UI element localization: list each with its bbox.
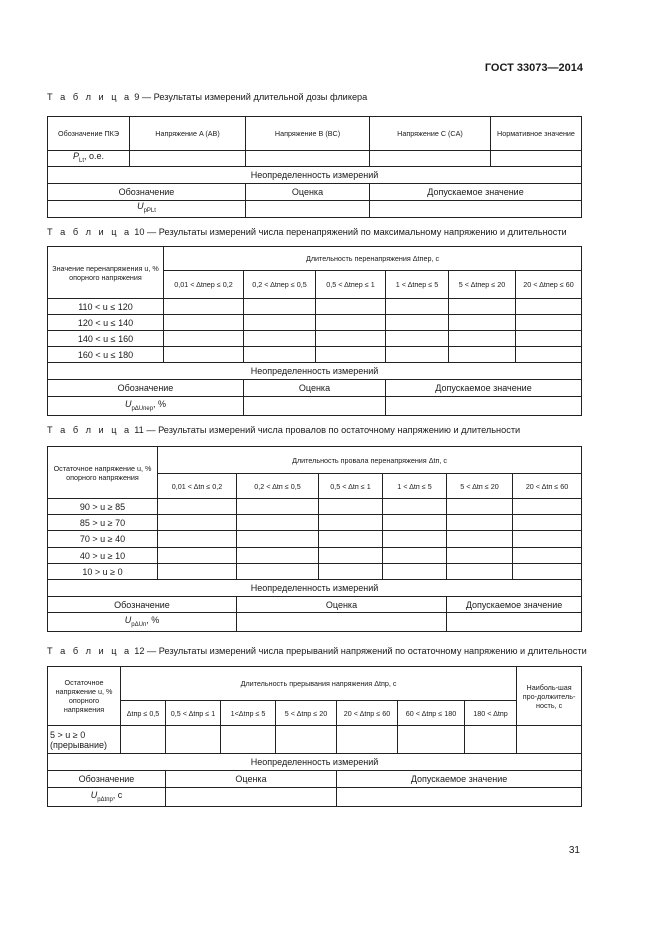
t11-row: 85 > u ≥ 70 (48, 515, 158, 531)
t11-row: 10 > u ≥ 0 (48, 564, 158, 580)
table10-caption: Т а б л и ц а 10 — Результаты измерений числа перенапряжений по максимальному напряжению и длительности (47, 227, 567, 237)
t11-group-head: Длительность провала перенапряжения Δtп, с (158, 447, 582, 474)
t12-longest-head: Наиболь-шая про-должитель-ность, с (517, 667, 582, 726)
t12-row-head: Остаточное напряжение u, % опорного напряжения (48, 667, 121, 726)
t9-row-plt: $P_{Lt}$, о.е. (48, 151, 130, 167)
t10-row-head: Значение перенапряжения u, % опорного напряжения (48, 247, 164, 299)
t10-row: 140 < u ≤ 160 (48, 331, 164, 347)
t12-sub-col: 60 < Δtпр ≤ 180 (398, 701, 465, 726)
t10-foot-allowed: Допускаемое значение (386, 380, 582, 397)
t9-col-voltage-b: Напряжение B (BC) (246, 117, 370, 151)
t10-sub-col: 20 < Δtпер ≤ 60 (516, 271, 582, 299)
page-number: 31 (568, 845, 580, 856)
t9-foot-estimate: Оценка (246, 183, 370, 200)
t9-col-voltage-c: Напряжение C (CA) (370, 117, 491, 151)
t11-row: 70 > u ≥ 40 (48, 531, 158, 548)
t12-sub-col: Δtпр ≤ 0,5 (121, 701, 166, 726)
t10-sub-col: 1 < Δtпер ≤ 5 (386, 271, 449, 299)
t11-sub-col: 0,01 < Δtп ≤ 0,2 (158, 474, 237, 499)
table12-caption: Т а б л и ц а 12 — Результаты измерений числа прерываний напряжений по остаточному напряжению и длительности (47, 646, 587, 656)
t11-sub-col: 0,5 < Δtп ≤ 1 (319, 474, 383, 499)
t11-sub-col: 5 < Δtп ≤ 20 (447, 474, 513, 499)
t11-uncertainty: Неопределенность измерений (48, 580, 582, 597)
t10-sub-col: 0,2 < Δtпер ≤ 0,5 (244, 271, 316, 299)
t11-foot-designation: Обозначение (48, 597, 237, 613)
t10-uncertainty: Неопределенность измерений (48, 363, 582, 380)
t10-sub-col: 0,5 < Δtпер ≤ 1 (316, 271, 386, 299)
t10-row: 160 < u ≤ 180 (48, 347, 164, 363)
t10-sub-col: 0,01 < Δtпер ≤ 0,2 (164, 271, 244, 299)
t12-sub-col: 180 < Δtпр (465, 701, 517, 726)
table11-caption: Т а б л и ц а 11 — Результаты измерений числа провалов по остаточному напряжению и длительности (47, 425, 521, 435)
t11-foot-allowed: Допускаемое значение (447, 597, 582, 613)
t11-sub-col: 0,2 < Δtп ≤ 0,5 (237, 474, 319, 499)
t12-foot-allowed: Допускаемое значение (337, 771, 582, 788)
t11-foot-symbol: $U_{p\Delta Uп}$, % (48, 613, 237, 632)
t10-foot-estimate: Оценка (244, 380, 386, 397)
t11-row: 40 > u ≥ 10 (48, 548, 158, 564)
t12-sub-col: 1<Δtпр ≤ 5 (221, 701, 276, 726)
t10-row: 110 < u ≤ 120 (48, 299, 164, 315)
t11-sub-col: 20 < Δtп ≤ 60 (513, 474, 582, 499)
table-12 (47, 666, 582, 807)
t11-sub-col: 1 < Δtп ≤ 5 (383, 474, 447, 499)
t9-foot-allowed: Допускаемое значение (370, 183, 582, 200)
t12-foot-estimate: Оценка (166, 771, 337, 788)
t10-foot-symbol: $U_{p\Delta Uпер}$, % (48, 397, 244, 416)
table-9 (47, 116, 582, 218)
t9-foot-designation: Обозначение (48, 183, 246, 200)
t12-group-head: Длительность прерывания напряжения Δtпр, с (121, 667, 517, 701)
t9-foot-symbol: $U_{pPLt}$ (48, 200, 246, 217)
standard-number: ГОСТ 33073—2014 (484, 62, 583, 74)
t12-sub-col: 20 < Δtпр ≤ 60 (337, 701, 398, 726)
t12-sub-col: 5 < Δtпр ≤ 20 (276, 701, 337, 726)
table9-caption: Т а б л и ц а 9 — Результаты измерений длительной дозы фликера (47, 92, 368, 102)
t12-uncertainty: Неопределенность измерений (48, 754, 582, 771)
t10-row: 120 < u ≤ 140 (48, 315, 164, 331)
t11-foot-estimate: Оценка (237, 597, 447, 613)
t10-group-head: Длительность перенапряжения Δtпер, с (164, 247, 582, 271)
table-11 (47, 446, 582, 632)
t11-row: 90 > u ≥ 85 (48, 499, 158, 515)
t9-col-normative: Нормативное значение (491, 117, 582, 151)
t12-sub-col: 0,5 < Δtпр ≤ 1 (166, 701, 221, 726)
t12-foot-symbol: $U_{p\Delta tпр}$, с (48, 788, 166, 807)
table-10 (47, 246, 582, 416)
t9-col-designation: Обозначение ПКЭ (48, 117, 130, 151)
t10-sub-col: 5 < Δtпер ≤ 20 (449, 271, 516, 299)
t10-foot-designation: Обозначение (48, 380, 244, 397)
t11-row-head: Остаточное напряжение u, % опорного напряжения (48, 447, 158, 499)
t9-col-voltage-a: Напряжение A (AB) (130, 117, 246, 151)
t9-uncertainty: Неопределенность измерений (48, 166, 582, 183)
t12-row: 5 > u ≥ 0 (прерывание) (48, 726, 121, 754)
t12-foot-designation: Обозначение (48, 771, 166, 788)
